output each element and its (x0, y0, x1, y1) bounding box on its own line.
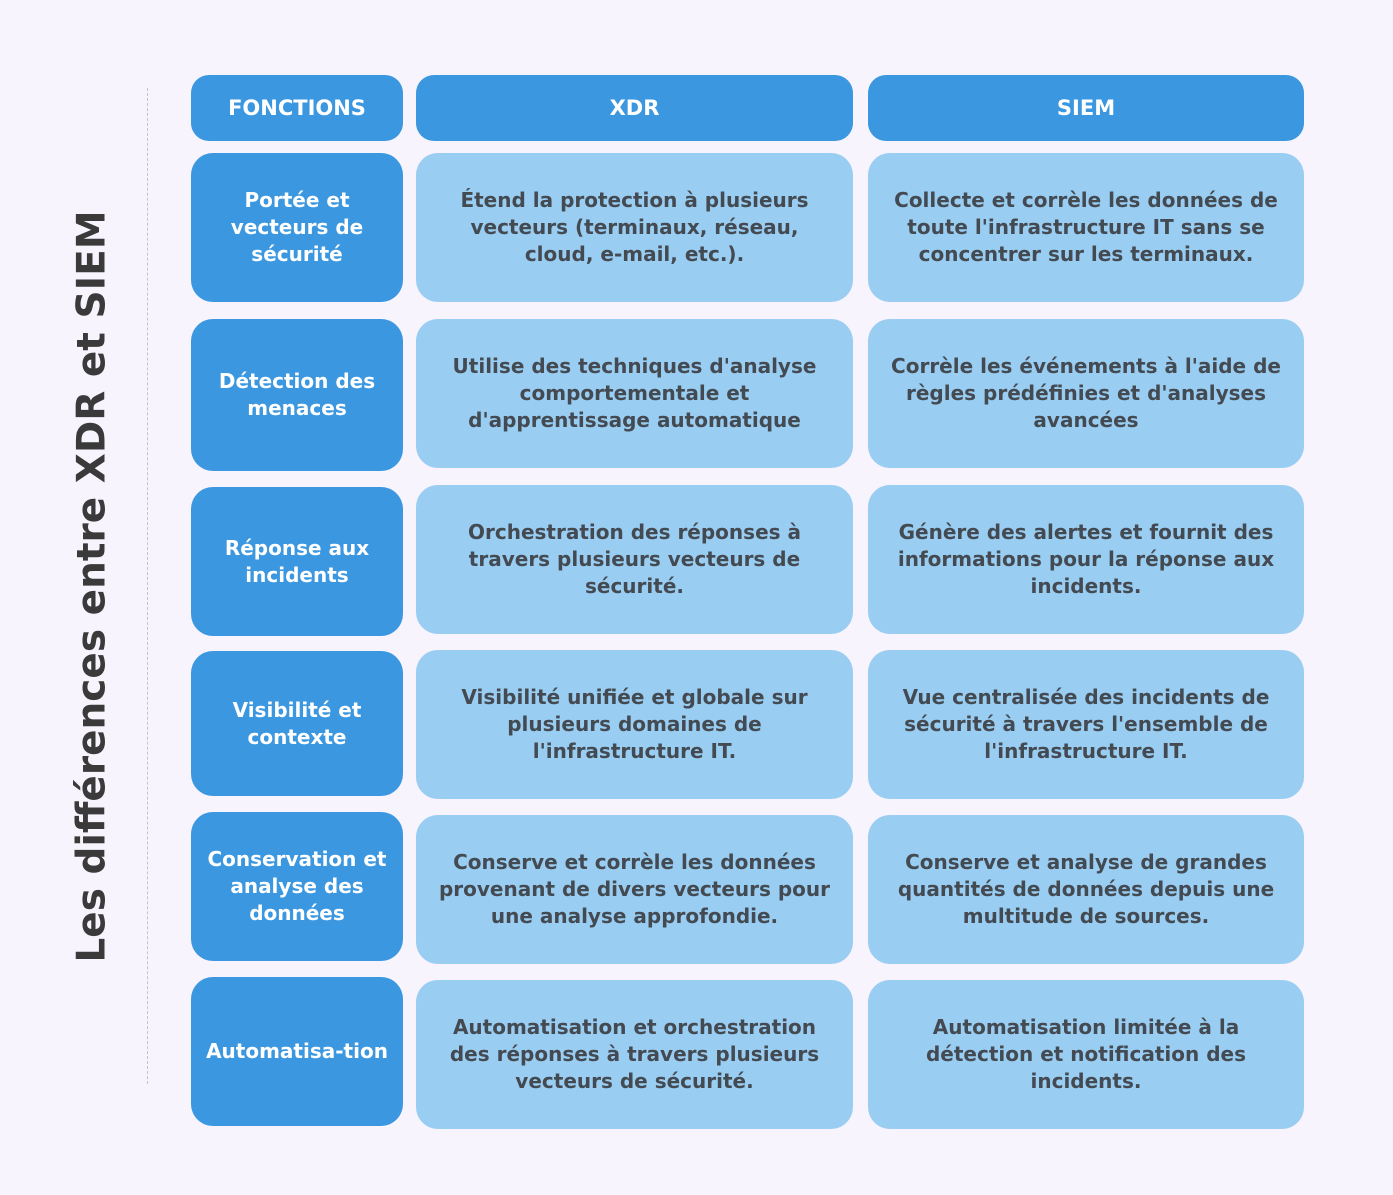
title-container (56, 88, 128, 1084)
header-siem: SIEM (868, 75, 1304, 141)
header-xdr: XDR (416, 75, 853, 141)
xdr-cell-data-retention: Conserve et corrèle les données provenant de divers vecteurs pour une analyse approfondie. (416, 815, 853, 964)
feature-cell-response: Réponse aux incidents (191, 487, 403, 636)
siem-cell-scope: Collecte et corrèle les données de toute l'infrastructure IT sans se concentrer sur les terminaux. (868, 153, 1304, 302)
siem-cell-detection: Corrèle les événements à l'aide de règles prédéfinies et d'analyses avancées (868, 319, 1304, 468)
xdr-cell-visibility: Visibilité unifiée et globale sur plusieurs domaines de l'infrastructure IT. (416, 650, 853, 799)
xdr-cell-automation: Automatisation et orchestration des réponses à travers plusieurs vecteurs de sécurité. (416, 980, 853, 1129)
feature-cell-data-retention: Conservation et analyse des données (191, 812, 403, 961)
feature-cell-visibility: Visibilité et contexte (191, 651, 403, 796)
feature-cell-scope: Portée et vecteurs de sécurité (191, 153, 403, 302)
header-functions: FONCTIONS (191, 75, 403, 141)
xdr-cell-detection: Utilise des techniques d'analyse comportementale et d'apprentissage automatique (416, 319, 853, 468)
feature-cell-detection: Détection des menaces (191, 319, 403, 471)
siem-cell-automation: Automatisation limitée à la détection et notification des incidents. (868, 980, 1304, 1129)
siem-cell-response: Génère des alertes et fournit des informations pour la réponse aux incidents. (868, 485, 1304, 634)
siem-cell-data-retention: Conserve et analyse de grandes quantités de données depuis une multitude de sources. (868, 815, 1304, 964)
title-divider (147, 88, 148, 1084)
xdr-cell-scope: Étend la protection à plusieurs vecteurs (terminaux, réseau, cloud, e-mail, etc.). (416, 153, 853, 302)
xdr-cell-response: Orchestration des réponses à travers plusieurs vecteurs de sécurité. (416, 485, 853, 634)
feature-cell-automation: Automatisa-tion (191, 977, 403, 1126)
page-title: Les différences entre XDR et SIEM (69, 209, 115, 963)
siem-cell-visibility: Vue centralisée des incidents de sécurité à travers l'ensemble de l'infrastructure IT. (868, 650, 1304, 799)
